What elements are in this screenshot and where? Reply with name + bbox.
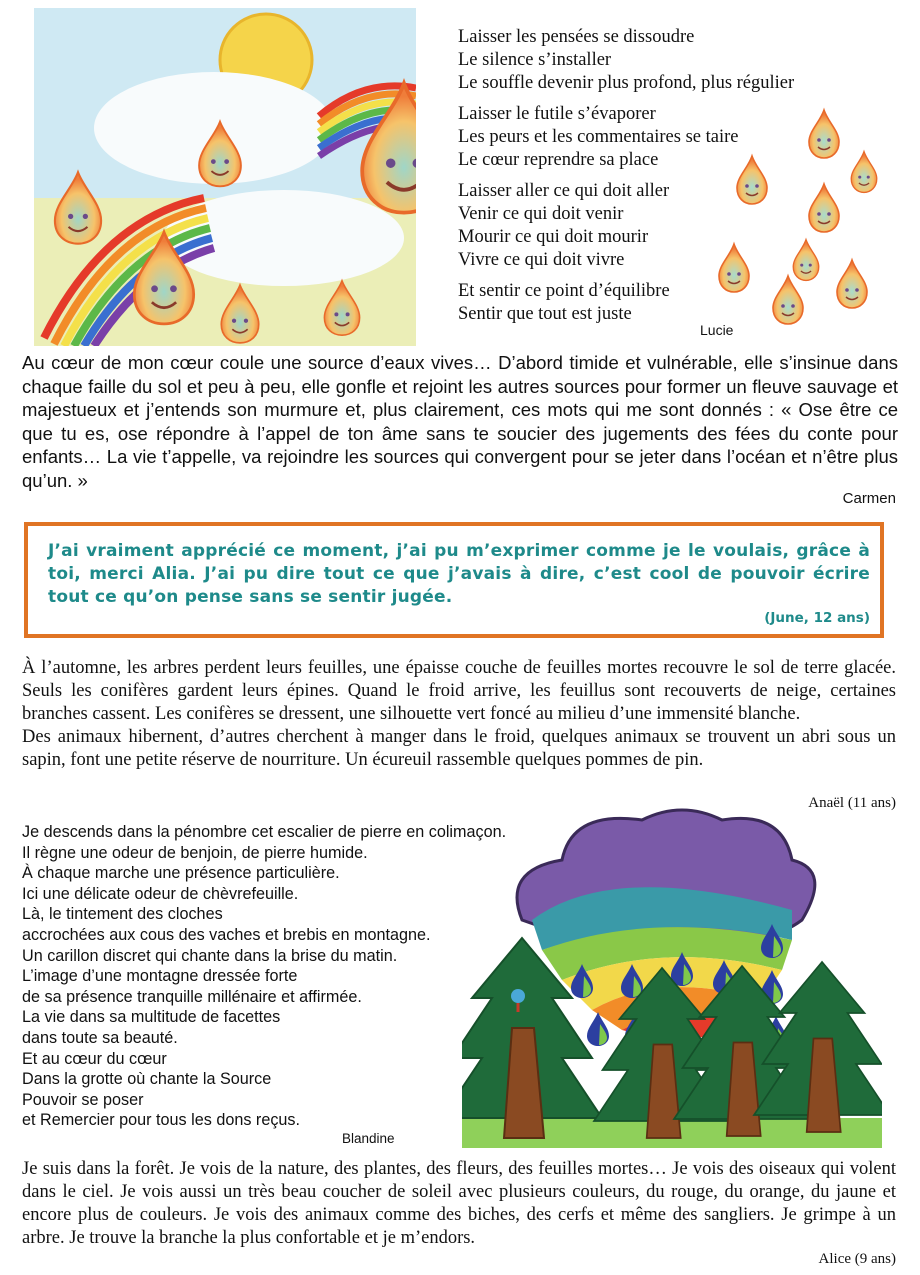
poem-line: Vivre ce qui doit vivre [458, 250, 625, 270]
poem-line: Il règne une odeur de benjoin, de pierre humide. [22, 843, 368, 862]
paragraph-carmen: Au cœur de mon cœur coule une source d’eaux vives… D’abord timide et vulnérable, elle s’insinue dans chaque faille du sol et peu à peu, elle gonfle et rejoint les autres sources pour former un fleuve sauvage et majestueux et j’entends son murmure et, plus clairement, ces mots qui me sont donnés : « Ose être ce que tu es, ose répondre à l’appel de ton âme sans te soucier des jugements des fées du conte pour enfants… La vie t’appelle, va rejoindre les sources qui convergent pour se jeter dans l’océan et n’être plus qu’un. » [22, 352, 898, 491]
poem-line: La vie dans sa multitude de facettes [22, 1008, 281, 1027]
drawing-small-drops [708, 100, 890, 335]
poem-line: Dans la grotte où chante la Source [22, 1070, 272, 1089]
poem-line: L’image d’une montagne dressée forte [22, 967, 298, 986]
poem-line: accrochées aux cous des vaches et brebis en montagne. [22, 925, 431, 944]
poem-line: Laisser le futile s’évaporer [458, 104, 656, 124]
poem-line: Le souffle devenir plus profond, plus régulier [458, 73, 795, 93]
paragraph-anael-part-1: À l’automne, les arbres perdent leurs feuilles, une épaisse couche de feuilles mortes recouvre le sol de terre glacée. Seuls les conifères gardent leurs épines. Quand le froid arrive, les feuillus sont recouverts de neige, certaines branches cassent. Les conifères se dressent, une silhouette vert foncé au milieu d’une immensité blanche. [22, 658, 896, 724]
quote-text: J’ai vraiment apprécié ce moment, j’ai pu m’exprimer comme je le voulais, grâce à toi, merci Alia. J’ai pu dire tout ce que j’avais à dire, c’est cool de pouvoir écrire tout ce qu’on pense sans se sentir jugée. [48, 541, 870, 607]
poem-line: À chaque marche une présence particulière. [22, 864, 340, 883]
drawing-sun-rainbow-drops [34, 8, 416, 346]
author-alice: Alice (9 ans) [818, 1251, 896, 1267]
poem-author-blandine: Blandine [342, 1131, 395, 1146]
poem-author-lucie: Lucie [700, 322, 734, 338]
poem-line: Et sentir ce point d’équilibre [458, 281, 670, 301]
paragraph-anael-part-2: Des animaux hibernent, d’autres cherchent à manger dans le froid, quelques animaux se trouvent un abri sous un sapin, font une petite réserve de nourriture. Un écureuil rassemble quelques pommes de pin. [22, 727, 896, 770]
poem-line: Là, le tintement des cloches [22, 905, 223, 924]
poem-line: Venir ce qui doit venir [458, 204, 624, 224]
poem-line: Le silence s’installer [458, 50, 612, 70]
poem-line: Laisser les pensées se dissoudre [458, 27, 695, 47]
drawing-rain-cloud-forest [462, 800, 882, 1148]
poem-line: Mourir ce qui doit mourir [458, 227, 649, 247]
poem-line: de sa présence tranquille millénaire et affirmée. [22, 987, 362, 1006]
author-carmen: Carmen [842, 490, 896, 507]
poem-line: Pouvoir se poser [22, 1090, 144, 1109]
poem-line: Laisser aller ce qui doit aller [458, 181, 670, 201]
poem-line: Sentir que tout est juste [458, 304, 632, 324]
author-anael: Anaël (11 ans) [808, 795, 896, 811]
paragraph-alice: Je suis dans la forêt. Je vois de la nature, des plantes, des fleurs, des feuilles mortes… Je vois des oiseaux qui volent dans le ciel. Je vois aussi un très beau coucher de soleil avec plusieurs couleurs, du rouge, du orange, du jaune et encore plus de couleurs. Je vois des animaux comme des biches, des cerfs et même des sangliers. Je grimpe à un arbre. Je trouve la branche la plus confortable et je m’endors. [22, 1159, 896, 1248]
poem-lucie-stanza [458, 26, 794, 95]
poem-line: Les peurs et les commentaires se taire [458, 127, 739, 147]
poem-line: Je descends dans la pénombre cet escalier de pierre en colimaçon. [22, 823, 507, 841]
poem-line: dans toute sa beauté. [22, 1028, 178, 1047]
poem-blandine [22, 822, 506, 1131]
poem-line: et Remercier pour tous les dons reçus. [22, 1111, 301, 1130]
poem-line: Le cœur reprendre sa place [458, 150, 659, 170]
quote-author: (June, 12 ans) [764, 610, 870, 626]
paragraph-anael [22, 657, 896, 772]
poem-line: Ici une délicate odeur de chèvrefeuille. [22, 884, 299, 903]
poem-line: Et au cœur du cœur [22, 1049, 167, 1068]
poem-line: Un carillon discret qui chante dans la brise du matin. [22, 946, 398, 965]
